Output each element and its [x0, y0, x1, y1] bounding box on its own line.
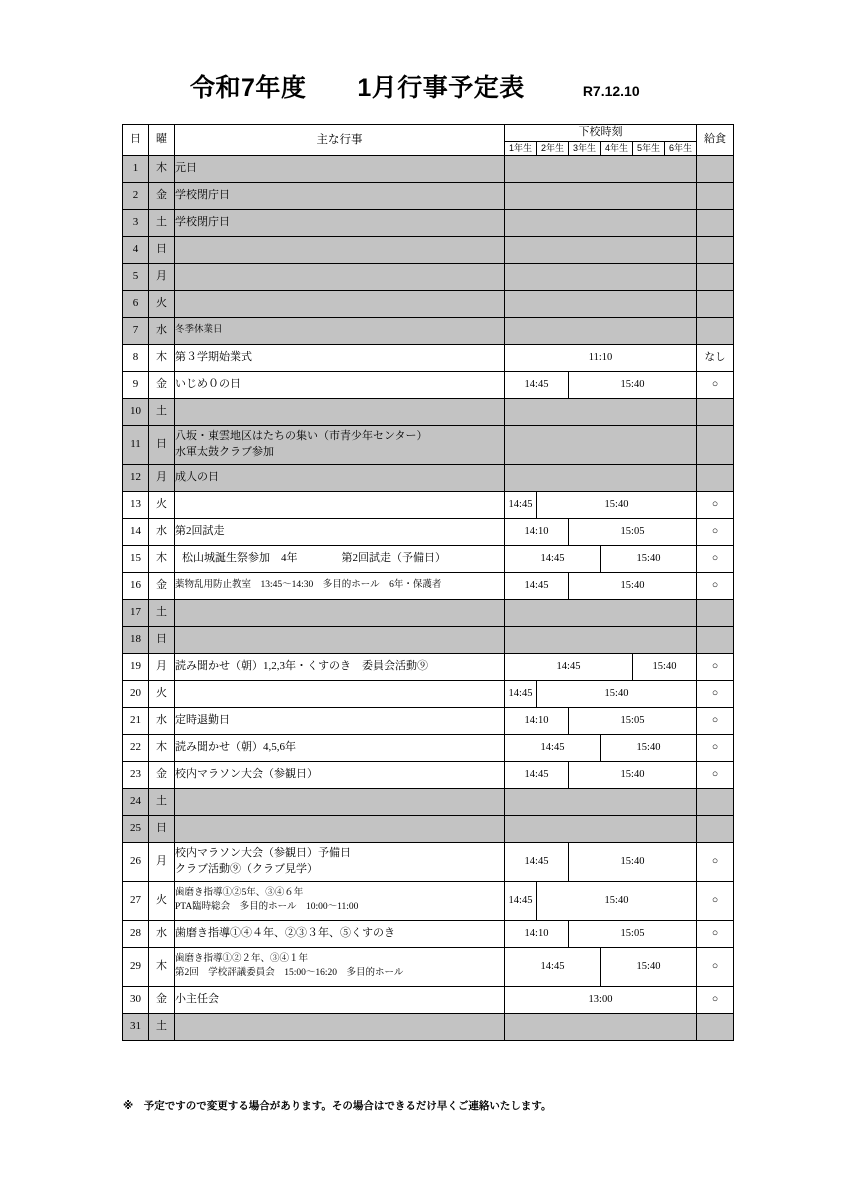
- cell-lunch: [697, 815, 734, 842]
- table-row: [123, 653, 734, 680]
- cell-dismissal-time: 14:10: [505, 920, 569, 947]
- cell-dismissal-time: 14:45: [505, 734, 601, 761]
- cell-weekday: 木: [149, 734, 175, 761]
- cell-weekday: 土: [149, 788, 175, 815]
- cell-dismissal-time: 15:40: [633, 653, 697, 680]
- cell-event: [175, 653, 505, 680]
- event-line: 読み聞かせ（朝）4,5,6年: [175, 741, 296, 754]
- cell-event: [175, 344, 505, 371]
- event-line: 小主任会: [175, 993, 219, 1006]
- schedule-table-wrap: [122, 124, 727, 1041]
- cell-lunch: ○: [697, 947, 734, 986]
- cell-day: 29: [123, 947, 149, 986]
- cell-event: [175, 425, 505, 464]
- cell-weekday: 日: [149, 815, 175, 842]
- table-row: [123, 290, 734, 317]
- cell-day: 23: [123, 761, 149, 788]
- event-line: 歯磨き指導①④４年、②③３年、⑤くすのき: [175, 927, 395, 940]
- event-line: 歯磨き指導①②5年、③④６年: [175, 888, 304, 899]
- cell-day: 8: [123, 344, 149, 371]
- event-line: 読み聞かせ（朝）1,2,3年・くすのき 委員会活動⑨: [175, 660, 428, 673]
- cell-weekday: 日: [149, 425, 175, 464]
- col-header-weekday: 曜: [149, 125, 175, 156]
- cell-day: 10: [123, 398, 149, 425]
- issue-date: R7.12.10: [582, 83, 640, 99]
- cell-event: [175, 155, 505, 182]
- event-line: 第2回 学校評議委員会 15:00〜16:20 多目的ホール: [175, 967, 404, 978]
- cell-day: 31: [123, 1013, 149, 1040]
- cell-event: [175, 491, 505, 518]
- cell-dismissal-time: 14:45: [505, 842, 569, 881]
- cell-lunch: ○: [697, 653, 734, 680]
- cell-weekday: 日: [149, 626, 175, 653]
- table-row: [123, 398, 734, 425]
- cell-event: [175, 1013, 505, 1040]
- cell-weekday: 木: [149, 155, 175, 182]
- table-row: [123, 209, 734, 236]
- cell-lunch: [697, 1013, 734, 1040]
- cell-event: [175, 572, 505, 599]
- cell-event: [175, 761, 505, 788]
- cell-dismissal-time: 14:45: [505, 761, 569, 788]
- col-header-grade-1: 1年生: [505, 141, 537, 155]
- cell-dismissal-time: 14:45: [505, 947, 601, 986]
- cell-dismissal-time: 15:40: [601, 545, 697, 572]
- cell-dismissal-time: 14:10: [505, 707, 569, 734]
- cell-lunch: ○: [697, 842, 734, 881]
- event-line: 第３学期始業式: [175, 351, 252, 364]
- cell-event: [175, 920, 505, 947]
- cell-lunch: [697, 317, 734, 344]
- event-line: 歯磨き指導①②２年、③④１年: [175, 954, 309, 965]
- cell-dismissal-time: 14:45: [505, 881, 537, 920]
- table-row: [123, 680, 734, 707]
- cell-lunch: [697, 425, 734, 464]
- cell-weekday: 金: [149, 371, 175, 398]
- cell-dismissal-time: 15:40: [569, 761, 697, 788]
- cell-weekday: 木: [149, 344, 175, 371]
- cell-lunch: [697, 236, 734, 263]
- cell-lunch: [697, 182, 734, 209]
- monthly-schedule-table: [122, 124, 734, 1041]
- event-line: 元日: [175, 162, 197, 175]
- cell-lunch: [697, 209, 734, 236]
- cell-day: 3: [123, 209, 149, 236]
- cell-dismissal-empty: [505, 209, 697, 236]
- cell-day: 25: [123, 815, 149, 842]
- cell-dismissal-empty: [505, 1013, 697, 1040]
- cell-dismissal-empty: [505, 317, 697, 344]
- cell-day: 30: [123, 986, 149, 1013]
- cell-dismissal-empty: [505, 236, 697, 263]
- cell-weekday: 土: [149, 599, 175, 626]
- page-title: 令和7年度 1月行事予定表: [190, 74, 525, 102]
- cell-weekday: 火: [149, 881, 175, 920]
- cell-day: 27: [123, 881, 149, 920]
- cell-dismissal-time: 14:45: [505, 680, 537, 707]
- cell-dismissal-time: 15:05: [569, 920, 697, 947]
- cell-dismissal-time: 15:40: [537, 881, 697, 920]
- cell-dismissal-empty: [505, 398, 697, 425]
- cell-day: 22: [123, 734, 149, 761]
- table-row: [123, 464, 734, 491]
- col-header-event: 主な行事: [175, 125, 505, 156]
- cell-day: 9: [123, 371, 149, 398]
- cell-day: 12: [123, 464, 149, 491]
- table-row: [123, 815, 734, 842]
- table-header: [123, 125, 734, 156]
- cell-weekday: 金: [149, 986, 175, 1013]
- cell-day: 4: [123, 236, 149, 263]
- cell-lunch: ○: [697, 545, 734, 572]
- cell-weekday: 土: [149, 398, 175, 425]
- table-row: [123, 344, 734, 371]
- cell-lunch: ○: [697, 707, 734, 734]
- table-body: [123, 155, 734, 1040]
- table-row: [123, 920, 734, 947]
- cell-day: 16: [123, 572, 149, 599]
- cell-day: 18: [123, 626, 149, 653]
- event-line: 学校閉庁日: [175, 189, 230, 202]
- cell-dismissal-empty: [505, 815, 697, 842]
- cell-dismissal-time: 15:05: [569, 518, 697, 545]
- cell-day: 20: [123, 680, 149, 707]
- table-row: [123, 599, 734, 626]
- cell-event: [175, 182, 505, 209]
- cell-day: 5: [123, 263, 149, 290]
- cell-day: 28: [123, 920, 149, 947]
- cell-weekday: 月: [149, 842, 175, 881]
- event-line: 第2回試走: [175, 525, 225, 538]
- event-line: 薬物乱用防止教室 13:45〜14:30 多目的ホール 6年・保護者: [175, 580, 442, 591]
- table-row: [123, 317, 734, 344]
- cell-dismissal-time: 15:40: [537, 680, 697, 707]
- table-row: [123, 842, 734, 881]
- cell-dismissal-time: 15:40: [569, 572, 697, 599]
- cell-lunch: [697, 290, 734, 317]
- cell-dismissal-time: 14:45: [505, 491, 537, 518]
- cell-dismissal-time: 15:40: [601, 947, 697, 986]
- cell-lunch: ○: [697, 518, 734, 545]
- event-line: 松山城誕生祭参加 4年 第2回試走（予備日）: [182, 552, 446, 565]
- cell-weekday: 金: [149, 761, 175, 788]
- cell-weekday: 月: [149, 263, 175, 290]
- cell-dismissal-time: 13:00: [505, 986, 697, 1013]
- cell-event: [175, 788, 505, 815]
- table-row: [123, 761, 734, 788]
- cell-weekday: 金: [149, 182, 175, 209]
- cell-weekday: 日: [149, 236, 175, 263]
- cell-day: 21: [123, 707, 149, 734]
- col-header-grade-4: 4年生: [601, 141, 633, 155]
- table-row: [123, 518, 734, 545]
- table-row: [123, 788, 734, 815]
- event-line: 水軍太鼓クラブ参加: [175, 445, 274, 458]
- cell-day: 17: [123, 599, 149, 626]
- cell-dismissal-time: 14:45: [505, 545, 601, 572]
- cell-lunch: ○: [697, 734, 734, 761]
- cell-lunch: ○: [697, 986, 734, 1013]
- cell-event: [175, 734, 505, 761]
- cell-event: [175, 263, 505, 290]
- event-line: 校内マラソン大会（参観日）予備日: [175, 847, 351, 860]
- cell-event: [175, 599, 505, 626]
- cell-weekday: 木: [149, 947, 175, 986]
- cell-event: [175, 545, 505, 572]
- cell-lunch: [697, 788, 734, 815]
- col-header-grade-2: 2年生: [537, 141, 569, 155]
- table-row: [123, 155, 734, 182]
- col-header-grade-6: 6年生: [665, 141, 697, 155]
- cell-lunch: ○: [697, 761, 734, 788]
- cell-lunch: [697, 599, 734, 626]
- cell-lunch: [697, 464, 734, 491]
- cell-dismissal-empty: [505, 182, 697, 209]
- table-row: [123, 947, 734, 986]
- cell-dismissal-time: 11:10: [505, 344, 697, 371]
- cell-dismissal-time: 15:40: [537, 491, 697, 518]
- cell-event: [175, 464, 505, 491]
- cell-dismissal-time: 15:05: [569, 707, 697, 734]
- cell-day: 14: [123, 518, 149, 545]
- cell-day: 7: [123, 317, 149, 344]
- event-line: 学校閉庁日: [175, 216, 230, 229]
- cell-lunch: ○: [697, 881, 734, 920]
- cell-weekday: 土: [149, 1013, 175, 1040]
- cell-lunch: ○: [697, 572, 734, 599]
- cell-event: [175, 680, 505, 707]
- cell-event: [175, 398, 505, 425]
- cell-day: 13: [123, 491, 149, 518]
- cell-dismissal-time: 14:10: [505, 518, 569, 545]
- cell-event: [175, 881, 505, 920]
- event-line: いじめ０の日: [175, 378, 241, 391]
- cell-dismissal-empty: [505, 464, 697, 491]
- table-row: [123, 263, 734, 290]
- cell-event: [175, 236, 505, 263]
- col-header-grade-5: 5年生: [633, 141, 665, 155]
- event-line: PTA臨時総会 多目的ホール 10:00〜11:00: [175, 901, 359, 912]
- cell-lunch: [697, 398, 734, 425]
- cell-event: [175, 290, 505, 317]
- cell-lunch: なし: [697, 344, 734, 371]
- cell-weekday: 水: [149, 920, 175, 947]
- cell-lunch: [697, 626, 734, 653]
- cell-dismissal-time: 15:40: [601, 734, 697, 761]
- event-line: 成人の日: [175, 471, 219, 484]
- table-row: [123, 707, 734, 734]
- col-header-grade-3: 3年生: [569, 141, 601, 155]
- cell-event: [175, 842, 505, 881]
- cell-dismissal-empty: [505, 263, 697, 290]
- col-header-dismissal-time: 下校時刻: [505, 125, 697, 142]
- cell-weekday: 火: [149, 290, 175, 317]
- table-row: [123, 626, 734, 653]
- cell-lunch: ○: [697, 920, 734, 947]
- document-title-row: [122, 68, 727, 108]
- table-row: [123, 881, 734, 920]
- cell-dismissal-empty: [505, 599, 697, 626]
- footnote: ※ 予定ですので変更する場合があります。その場合はできるだけ早くご連絡いたします。: [123, 1100, 552, 1112]
- cell-weekday: 水: [149, 518, 175, 545]
- cell-lunch: [697, 155, 734, 182]
- event-line: クラブ活動⑨（クラブ見学）: [175, 862, 318, 875]
- cell-weekday: 土: [149, 209, 175, 236]
- table-row: [123, 491, 734, 518]
- cell-event: [175, 947, 505, 986]
- cell-weekday: 水: [149, 317, 175, 344]
- table-row: [123, 425, 734, 464]
- event-line: 定時退勤日: [175, 714, 230, 727]
- cell-event: [175, 986, 505, 1013]
- cell-dismissal-empty: [505, 425, 697, 464]
- cell-day: 19: [123, 653, 149, 680]
- event-line: 八坂・東雲地区はたちの集い（市青少年センター）: [175, 430, 428, 443]
- table-row: [123, 572, 734, 599]
- cell-event: [175, 371, 505, 398]
- table-row: [123, 236, 734, 263]
- cell-weekday: 月: [149, 653, 175, 680]
- cell-lunch: ○: [697, 371, 734, 398]
- col-header-day: 日: [123, 125, 149, 156]
- cell-weekday: 木: [149, 545, 175, 572]
- table-row: [123, 734, 734, 761]
- cell-event: [175, 518, 505, 545]
- cell-day: 11: [123, 425, 149, 464]
- header-row-top: [123, 125, 734, 142]
- cell-lunch: ○: [697, 491, 734, 518]
- cell-lunch: ○: [697, 680, 734, 707]
- cell-day: 26: [123, 842, 149, 881]
- table-row: [123, 545, 734, 572]
- event-line: 校内マラソン大会（参観日）: [175, 768, 318, 781]
- table-row: [123, 371, 734, 398]
- cell-dismissal-empty: [505, 626, 697, 653]
- cell-dismissal-empty: [505, 155, 697, 182]
- cell-dismissal-empty: [505, 290, 697, 317]
- cell-weekday: 火: [149, 680, 175, 707]
- cell-day: 24: [123, 788, 149, 815]
- cell-day: 2: [123, 182, 149, 209]
- cell-dismissal-time: 15:40: [569, 371, 697, 398]
- cell-event: [175, 209, 505, 236]
- cell-event: [175, 707, 505, 734]
- cell-dismissal-time: 15:40: [569, 842, 697, 881]
- cell-day: 1: [123, 155, 149, 182]
- event-line: 冬季休業日: [175, 325, 223, 336]
- cell-event: [175, 317, 505, 344]
- cell-weekday: 金: [149, 572, 175, 599]
- cell-weekday: 火: [149, 491, 175, 518]
- cell-day: 15: [123, 545, 149, 572]
- cell-event: [175, 626, 505, 653]
- cell-dismissal-time: 14:45: [505, 653, 633, 680]
- cell-lunch: [697, 263, 734, 290]
- cell-dismissal-time: 14:45: [505, 371, 569, 398]
- cell-event: [175, 815, 505, 842]
- table-row: [123, 1013, 734, 1040]
- table-row: [123, 182, 734, 209]
- cell-day: 6: [123, 290, 149, 317]
- col-header-lunch: 給食: [697, 125, 734, 156]
- cell-dismissal-empty: [505, 788, 697, 815]
- table-row: [123, 986, 734, 1013]
- cell-weekday: 月: [149, 464, 175, 491]
- cell-dismissal-time: 14:45: [505, 572, 569, 599]
- cell-weekday: 水: [149, 707, 175, 734]
